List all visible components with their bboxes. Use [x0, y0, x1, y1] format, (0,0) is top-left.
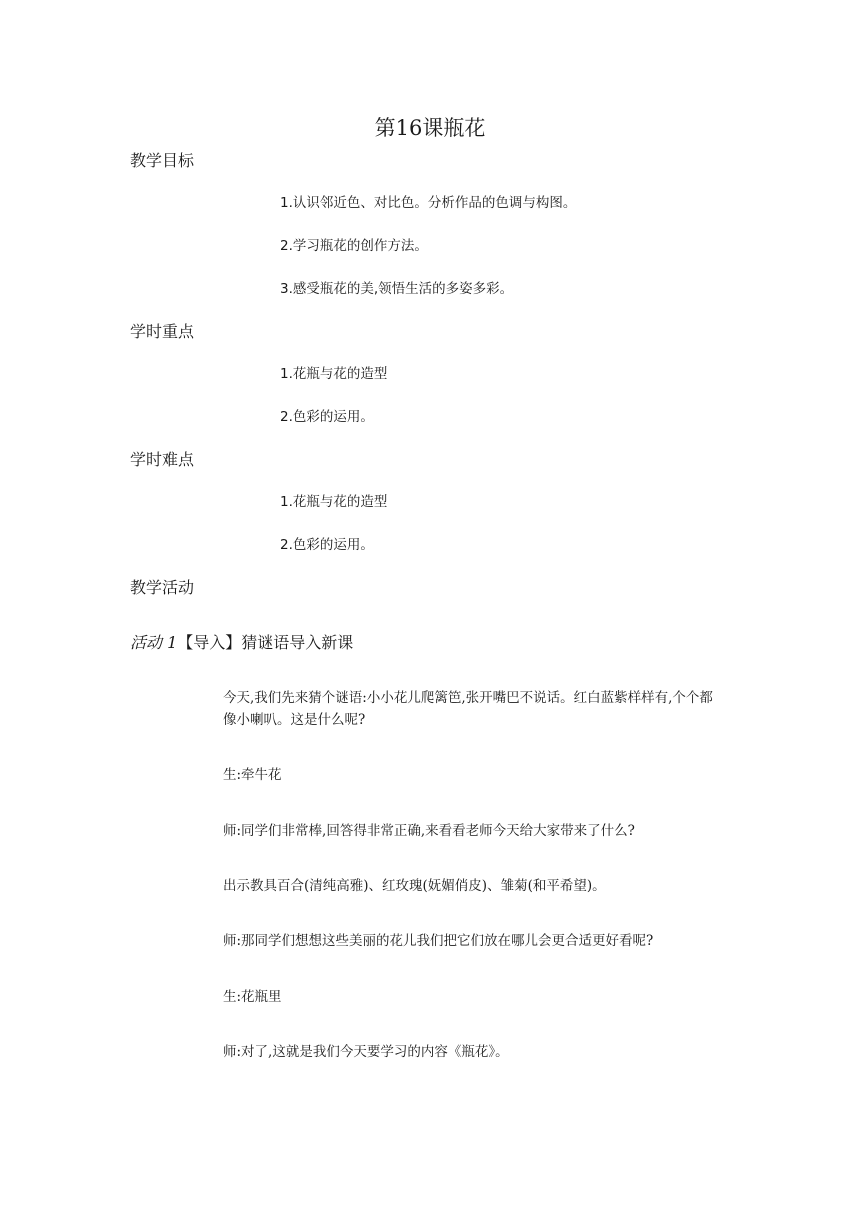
activities-heading: 教学活动	[130, 578, 195, 597]
activity-paragraph: 师:那同学们想想这些美丽的花儿我们把它们放在哪儿会更合适更好看呢?	[223, 933, 654, 949]
activity-paragraph: 生:牵牛花	[223, 767, 282, 783]
activity-paragraph: 今天,我们先来猜个谜语:小小花儿爬篱笆,张开嘴巴不说话。红白蓝紫样样有,个个都像小喇叭。这是什么呢?	[223, 690, 713, 728]
difficulty-item: 2.色彩的运用。	[280, 537, 374, 553]
key-point-item: 1.花瓶与花的造型	[280, 366, 388, 382]
key-point-item: 2.色彩的运用。	[280, 409, 374, 425]
page-title: 第16课瓶花	[374, 116, 486, 140]
objective-item: 2.学习瓶花的创作方法。	[280, 238, 428, 254]
activity-name: 【导入】猜谜语导入新课	[177, 633, 354, 652]
activity-paragraph: 出示教具百合(清纯高雅)、红玫瑰(妩媚俏皮)、雏菊(和平希望)。	[223, 878, 606, 894]
difficulty-item: 1.花瓶与花的造型	[280, 494, 388, 510]
activity-label: 活动 1	[130, 633, 178, 652]
activity-paragraph: 生:花瓶里	[223, 989, 282, 1005]
activity-paragraph: 师:对了,这就是我们今天要学习的内容《瓶花》。	[223, 1044, 509, 1060]
difficulties-heading: 学时难点	[130, 450, 195, 469]
objective-item: 1.认识邻近色、对比色。分析作品的色调与构图。	[280, 195, 577, 211]
objective-item: 3.感受瓶花的美,领悟生活的多姿多彩。	[280, 281, 514, 297]
objectives-heading: 教学目标	[130, 151, 195, 170]
activity-title	[130, 631, 353, 655]
activity-paragraph: 师:同学们非常棒,回答得非常正确,来看看老师今天给大家带来了什么?	[223, 823, 635, 839]
key-points-heading: 学时重点	[130, 322, 195, 341]
